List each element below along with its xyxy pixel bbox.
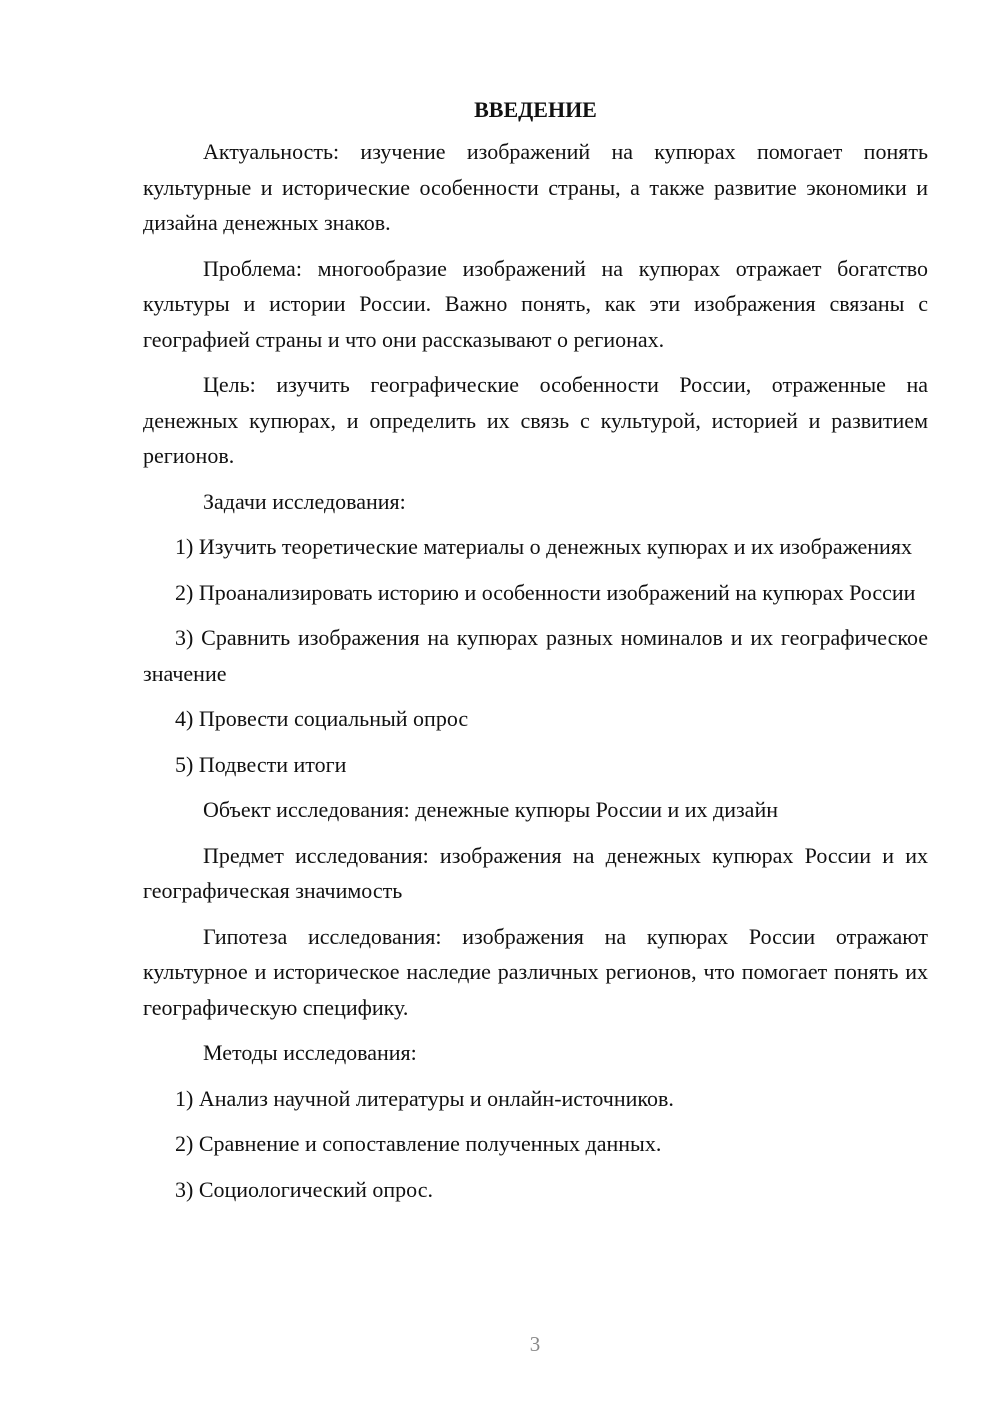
object-paragraph: Объект исследования: денежные купюры России и их дизайн [203,797,778,822]
methods-heading: Методы исследования: [203,1040,417,1065]
task-item: 5) Подвести итоги [175,751,347,777]
method-item: 2) Сравнение и сопоставление полученных данных. [175,1131,662,1156]
section-title: ВВЕДЕНИЕ [474,97,597,122]
task-item: 4) Провести социальный опрос [175,706,469,731]
method-item: 3) Социологический опрос. [175,1176,433,1202]
task-item: 1) Изучить теоретические материалы о денежных купюрах и их изображениях [175,534,912,559]
subject-paragraph: Предмет исследования: изображения на денежных купюрах России и их географическая значимость [143,842,928,903]
goal-paragraph: Цель: изучить географические особенности России, отраженные на денежных купюрах, и определить их связь с культурой, историей и развитием регионов. [143,372,928,468]
method-item: 1) Анализ научной литературы и онлайн-источников. [175,1085,674,1111]
page-number: 3 [529,1332,541,1356]
task-item: 3) Сравнить изображения на купюрах разных номиналов и их географическое значение [143,625,928,686]
document-body [143,92,928,1217]
task-item: 2) Проанализировать историю и особенности изображений на купюрах России [175,579,916,605]
hypothesis-paragraph: Гипотеза исследования: изображения на купюрах России отражают культурное и историческое наследие различных регионов, что помогает понять их географическую специфику. [143,923,928,1020]
problem-paragraph: Проблема: многообразие изображений на купюрах отражает богатство культуры и истории России. Важно понять, как эти изображения связаны с географией страны и что они рассказывают о регионах. [143,255,928,352]
tasks-heading: Задачи исследования: [203,488,406,514]
relevance-paragraph: Актуальность: изучение изображений на купюрах помогает понять культурные и исторические особенности страны, а также развитие экономики и дизайна денежных знаков. [143,139,928,235]
